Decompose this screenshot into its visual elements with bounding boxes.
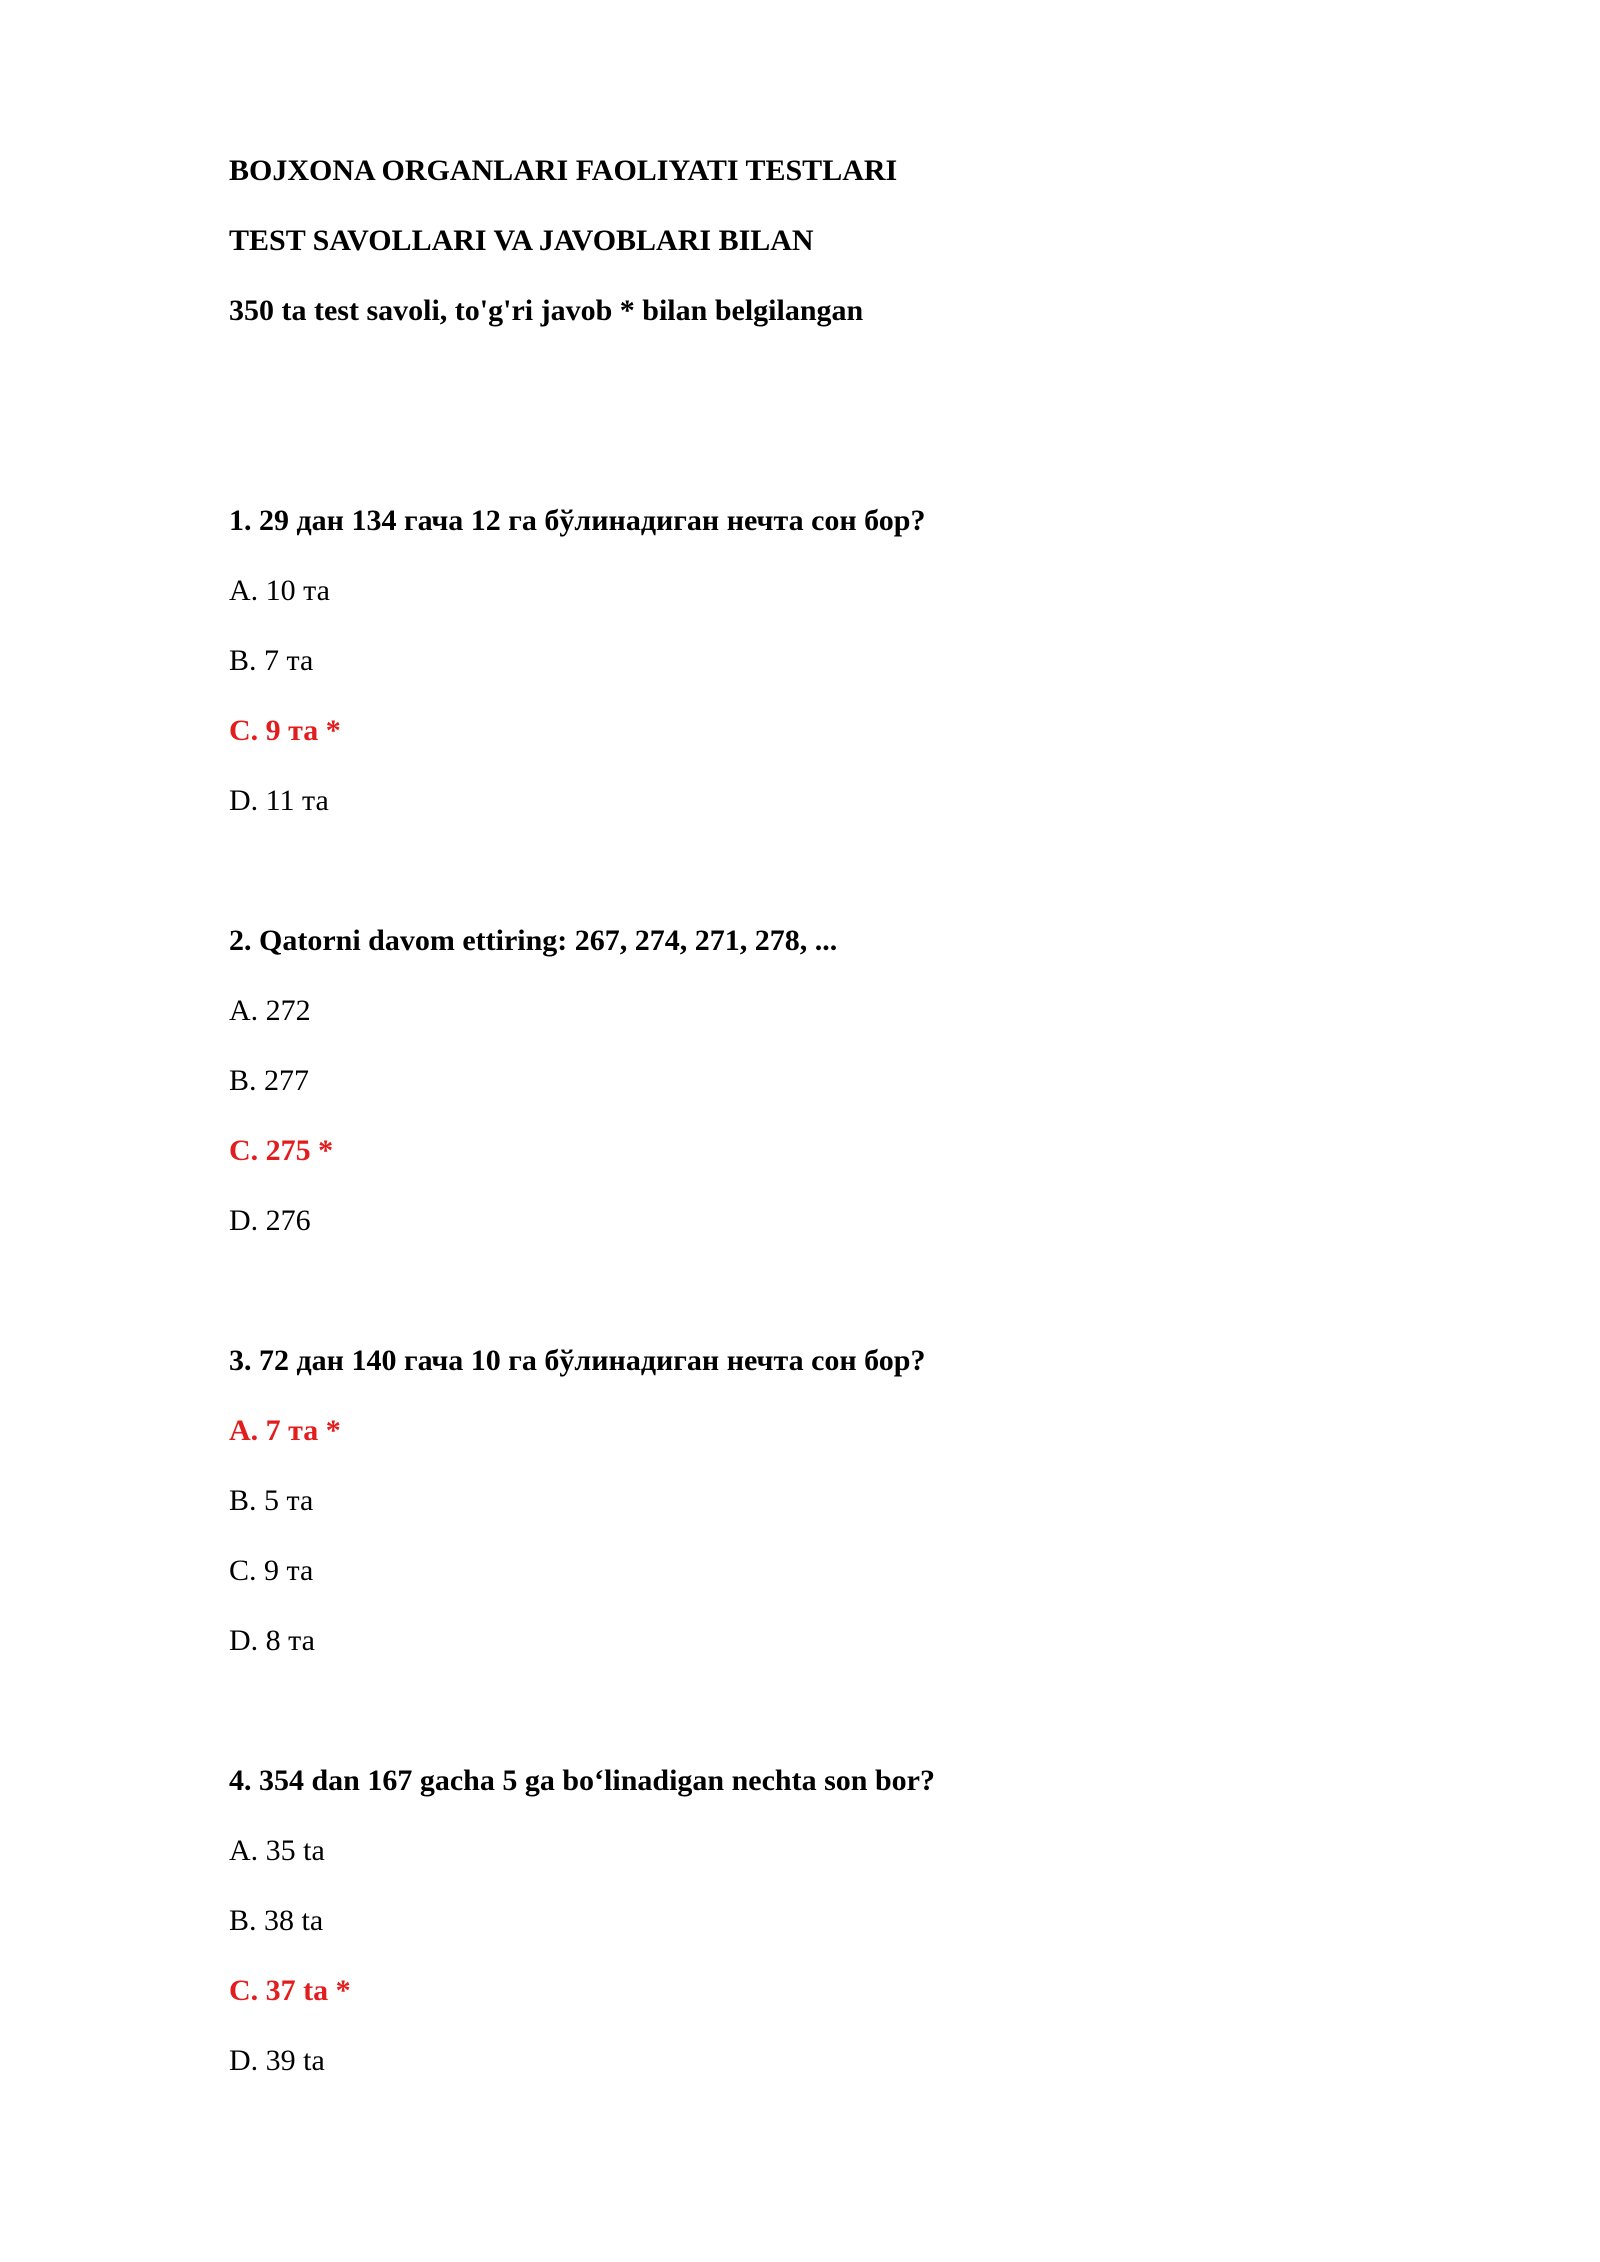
document-title: BOJXONA ORGANLARI FAOLIYATI TESTLARI — [229, 154, 898, 187]
question-2-option-c-correct: C. 275 * — [229, 1134, 334, 1167]
question-4-option-c-correct: C. 37 ta * — [229, 1974, 351, 2007]
question-4-option-b: B. 38 ta — [229, 1904, 324, 1937]
question-4: 4. 354 dan 167 gacha 5 ga bo‘linadigan nechta son bor? — [229, 1764, 935, 1797]
question-3-option-b: B. 5 та — [229, 1484, 314, 1517]
question-1-option-c-correct: C. 9 та * — [229, 714, 341, 747]
question-1-option-d: D. 11 та — [229, 784, 329, 817]
question-2: 2. Qatorni davom ettiring: 267, 274, 271, 278, ... — [229, 924, 838, 957]
question-3-option-c: C. 9 та — [229, 1554, 314, 1587]
question-2-option-a: A. 272 — [229, 994, 311, 1027]
question-1-option-b: B. 7 та — [229, 644, 314, 677]
question-1-option-a: A. 10 та — [229, 574, 330, 607]
question-4-option-d: D. 39 ta — [229, 2044, 325, 2077]
question-3-option-d: D. 8 та — [229, 1624, 315, 1657]
question-2-option-b: B. 277 — [229, 1064, 310, 1097]
question-3-option-a-correct: A. 7 та * — [229, 1414, 341, 1447]
question-2-option-d: D. 276 — [229, 1204, 311, 1237]
question-3: 3. 72 дан 140 гача 10 га бўлинадиган нечта сон бор? — [229, 1344, 926, 1377]
document-subtitle: TEST SAVOLLARI VA JAVOBLARI BILAN — [229, 224, 814, 257]
question-4-option-a: A. 35 ta — [229, 1834, 325, 1867]
question-1: 1. 29 дан 134 гача 12 га бўлинадиган нечта сон бор? — [229, 504, 926, 537]
document-note: 350 ta test savoli, to'g'ri javob * bilan belgilangan — [229, 294, 864, 327]
